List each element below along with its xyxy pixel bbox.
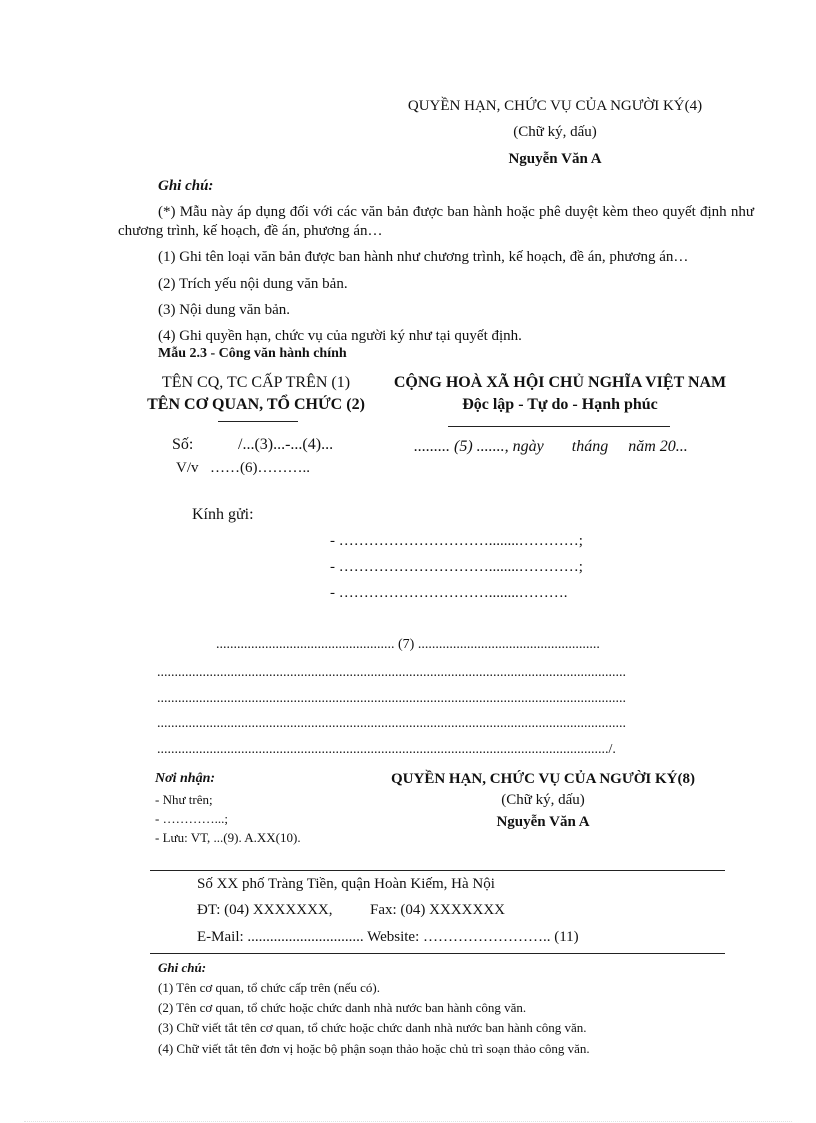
notes2-item-4: (4) Chữ viết tắt tên đơn vị hoặc bộ phận soạn thảo hoặc chủ trì soạn thảo công văn. <box>158 1041 590 1056</box>
org-parent: TÊN CQ, TC CẤP TRÊN (1) <box>161 374 351 391</box>
signer-title-1: QUYỀN HẠN, CHỨC VỤ CỦA NGƯỜI KÝ(4) <box>407 98 703 114</box>
body-line-4: ...................................................................................................................................... <box>157 716 626 731</box>
noi-nhan-item-3: - Lưu: VT, ...(9). A.XX(10). <box>155 830 301 845</box>
notes2-item-1: (1) Tên cơ quan, tổ chức cấp trên (nếu có). <box>158 980 380 995</box>
so-label: Số: <box>172 436 194 453</box>
signer-title-2: QUYỀN HẠN, CHỨC VỤ CỦA NGƯỜI KÝ(8) <box>390 771 696 787</box>
noi-nhan-item-1: - Như trên; <box>155 792 213 807</box>
org-name: TÊN CƠ QUAN, TỔ CHỨC (2) <box>147 396 365 413</box>
national-motto: Độc lập - Tự do - Hạnh phúc <box>462 396 658 413</box>
vv-label: V/v <box>176 460 199 476</box>
footer-address: Số XX phố Tràng Tiền, quận Hoàn Kiếm, Hà Nội <box>197 876 495 892</box>
notes-item-2: (2) Trích yếu nội dung văn bản. <box>158 276 348 292</box>
notes-item-4: (4) Ghi quyền hạn, chức vụ của người ký như tại quyết định. <box>158 328 522 344</box>
signer-name-2: Nguyễn Văn A <box>496 814 590 830</box>
notes-paragraph: (*) Mẫu này áp dụng đối với các văn bản được ban hành hoặc phê duyệt kèm theo quyết định như chương trình, kế hoạch, đề án, phương án… <box>118 204 754 239</box>
notes-item-1: (1) Ghi tên loại văn bản được ban hành như chương trình, kế hoạch, đề án, phương án… <box>158 249 689 265</box>
recipient-1: - …………………………........…………; <box>330 533 583 549</box>
footer-fax: Fax: (04) XXXXXXX <box>370 902 505 918</box>
motto-underline <box>448 426 670 427</box>
signer-name-1: Nguyễn Văn A <box>508 151 602 167</box>
notes-heading-1: Ghi chú: <box>158 178 214 194</box>
vv-value: ……(6)……….. <box>210 460 310 476</box>
footer-bottom-rule <box>150 953 725 954</box>
nation-name: CỘNG HOÀ XÃ HỘI CHỦ NGHĨA VIỆT NAM <box>393 374 727 391</box>
so-value: /...(3)...-...(4)... <box>238 436 334 453</box>
noi-nhan-label: Nơi nhận: <box>155 771 216 786</box>
signature-note-1: (Chữ ký, dấu) <box>513 124 597 140</box>
notes2-item-3: (3) Chữ viết tắt tên cơ quan, tổ chức hoặc chức danh nhà nước ban hành công văn. <box>158 1020 587 1035</box>
notes-item-3: (3) Nội dung văn bản. <box>158 302 291 318</box>
signature-note-2: (Chữ ký, dấu) <box>501 792 585 808</box>
recipient-3: - …………………………........………. <box>330 585 568 601</box>
form-title: Mẫu 2.3 - Công văn hành chính <box>158 346 347 361</box>
kinh-gui-label: Kính gửi: <box>192 506 254 523</box>
notes-heading-2: Ghi chú: <box>158 960 207 975</box>
org-underline <box>218 421 298 422</box>
notes2-item-2: (2) Tên cơ quan, tổ chức hoặc chức danh nhà nước ban hành công văn. <box>158 1000 527 1015</box>
noi-nhan-item-2: - …………...; <box>155 811 228 826</box>
body-line-2: ...................................................................................................................................... <box>157 665 626 680</box>
body-line-3: ...................................................................................................................................... <box>157 691 626 706</box>
body-line-5: ................................................................................................................................./. <box>157 742 616 757</box>
date-line: ......... (5) ......., ngày tháng năm 20... <box>414 438 688 455</box>
footer-top-rule <box>150 870 725 871</box>
footer-email-website: E-Mail: ............................... Website: …………………….. (11) <box>197 929 579 945</box>
page-bottom-border <box>24 1121 792 1122</box>
footer-phone: ĐT: (04) XXXXXXX, <box>197 902 333 918</box>
body-line-1: ................................................... (7) .................................................... <box>216 637 600 652</box>
recipient-2: - …………………………........…………; <box>330 559 583 575</box>
